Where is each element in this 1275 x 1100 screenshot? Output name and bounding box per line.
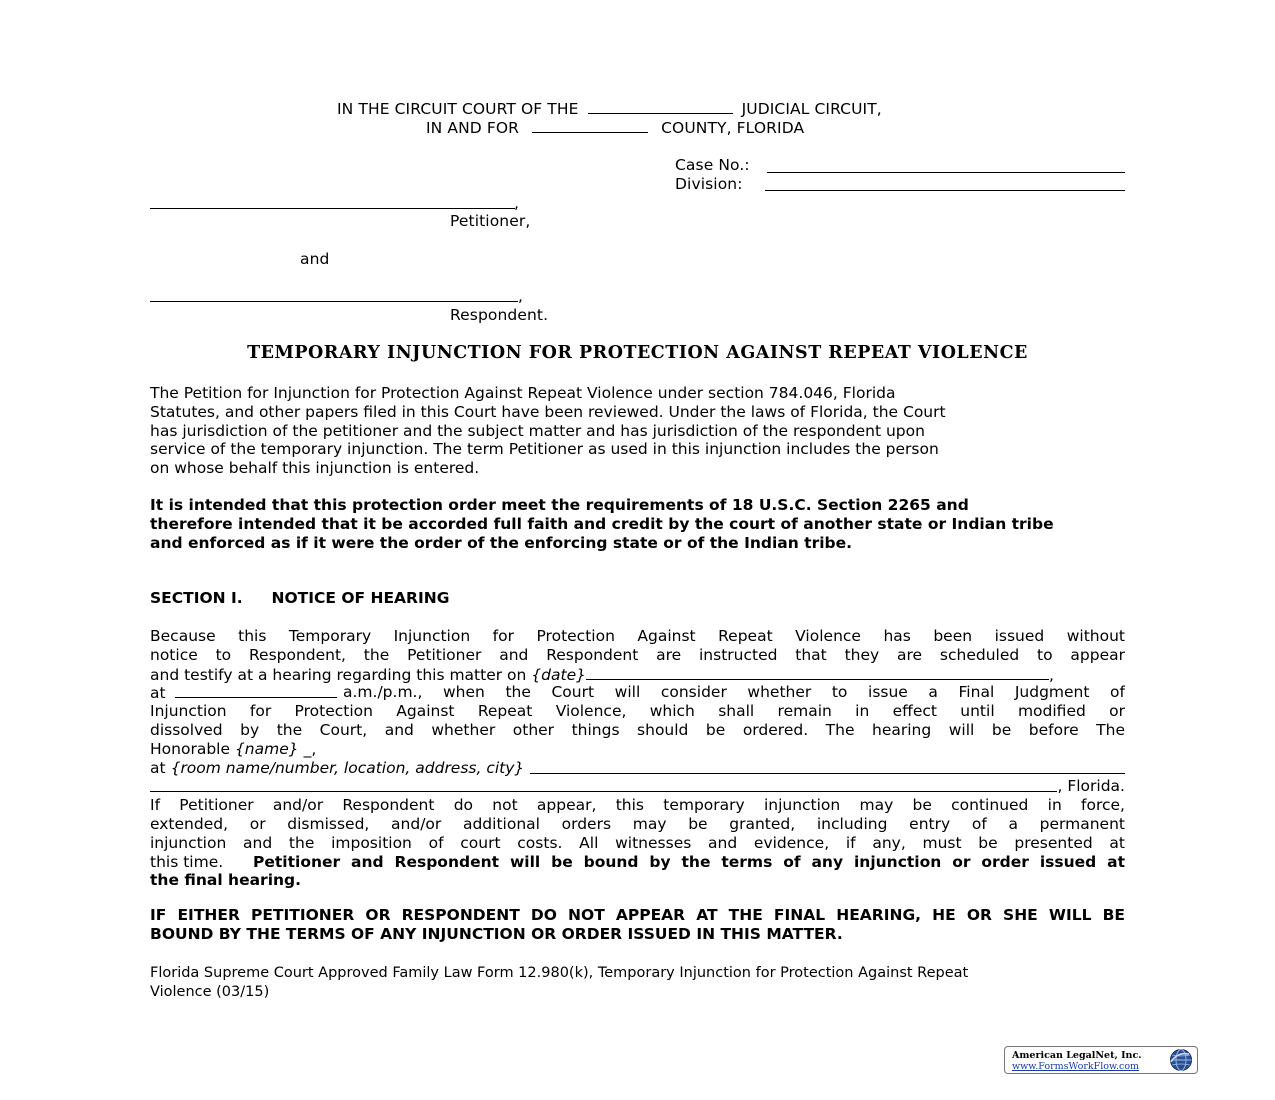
american-legalnet-logo[interactable] [1004,1046,1198,1074]
date-placeholder: {date} [531,665,586,684]
notice-text: this time. [150,852,224,871]
full-faith-statement [150,496,1125,552]
notice-text: a.m./p.m., when the Court will consider whether to issue a Final Judgment of [343,683,1125,702]
at-label: at [150,758,166,777]
case-number-blank[interactable] [767,172,1125,173]
judicial-circuit-blank[interactable] [588,99,733,114]
judicial-circuit-label: JUDICIAL CIRCUIT, [741,100,882,118]
comma: , [1048,665,1054,684]
intro-line: has jurisdiction of the petitioner and the subject matter and has jurisdiction of the respondent upon [150,421,925,440]
logo-url-link[interactable]: www.FormsWorkFlow.com [1012,1061,1140,1072]
globe-icon [1169,1048,1193,1072]
petitioner-comma: , [514,194,520,212]
circuit-court-label: IN THE CIRCUIT COURT OF THE [337,100,579,118]
bound-statement-end: the final hearing. [150,871,302,890]
division-label: Division: [675,175,743,193]
section-number: SECTION I. [150,589,243,607]
form-footer [150,965,1125,1003]
notice-line: dissolved by the Court, and whether other things should be ordered. The hearing will be before The [150,720,1125,739]
notice-line-time [150,683,1125,702]
and-label: and [300,250,330,268]
petitioner-name-blank[interactable] [150,208,515,209]
county-florida-label: COUNTY, FLORIDA [661,119,805,137]
document-title: TEMPORARY INJUNCTION FOR PROTECTION AGAINST REPEAT VIOLENCE [247,343,1028,363]
intro-line: The Petition for Injunction for Protection Against Repeat Violence under section 784.046, Florida [150,384,896,402]
location-placeholder: {room name/number, location, address, city} [170,758,525,777]
section-heading [150,589,449,607]
warning-paragraph [150,906,1125,944]
division-blank[interactable] [765,190,1125,191]
notice-line: Because this Temporary Injunction for Protection Against Repeat Violence has been issued without [150,627,1125,645]
footer-line: Florida Supreme Court Approved Family Law Form 12.980(k), Temporary Injunction for Protection Against Repeat [150,965,969,981]
section-title: NOTICE OF HEARING [271,589,450,607]
notice-line: notice to Respondent, the Petitioner and Respondent are instructed that they are scheduled to appear [150,645,1125,664]
warning-line: IF EITHER PETITIONER OR RESPONDENT DO NOT APPEAR AT THE FINAL HEARING, HE OR SHE WILL BE [150,906,1125,924]
statement-line: therefore intended that it be accorded full faith and credit by the court of another state or Indian tribe [150,514,1054,533]
notice-line-date [150,665,1125,684]
petitioner-label: Petitioner, [450,212,531,230]
intro-line: Statutes, and other papers filed in this Court have been reviewed. Under the laws of Florida, the Court [150,402,946,421]
respondent-label: Respondent. [450,306,549,324]
time-blank[interactable] [175,683,337,698]
in-and-for-label: IN AND FOR [426,119,520,137]
at-label: at [150,684,166,703]
notice-line-location [150,759,1125,778]
footer-line: Violence (03/15) [150,983,270,1000]
honorable-label: Honorable [150,739,230,758]
location-blank-2[interactable] [150,777,1057,792]
notice-line: If Petitioner and/or Respondent do not appear, this temporary injunction may be continued in force, [150,796,1125,815]
court-header-line2 [426,118,804,138]
logo-company-name: American LegalNet, Inc. [1012,1050,1142,1061]
location-blank[interactable] [530,759,1125,774]
bound-statement: Petitioner and Respondent will be bound by the terms of any injunction or order issued at [253,852,1125,871]
notice-line: Injunction for Protection Against Repeat Violence, which shall remain in effect until modified or [150,702,1125,721]
notice-paragraph [150,627,1125,890]
notice-line-judge [150,740,1125,759]
judge-name-placeholder[interactable]: {name} [234,739,299,758]
name-blank: _, [303,739,317,758]
intro-line: on whose behalf this injunction is entered. [150,459,480,478]
florida-label: , Florida. [1057,777,1125,796]
notice-line-florida [150,777,1125,796]
notice-text: and testify at a hearing regarding this matter on [150,665,527,684]
date-blank[interactable] [586,665,1049,680]
respondent-name-blank[interactable] [150,301,518,302]
statement-line: and enforced as if it were the order of the enforcing state or of the Indian tribe. [150,533,853,552]
intro-paragraph [150,384,1125,478]
notice-line: extended, or dismissed, and/or additional orders may be granted, including entry of a permanent [150,814,1125,833]
respondent-comma: , [518,287,524,305]
warning-line: BOUND BY THE TERMS OF ANY INJUNCTION OR ORDER ISSUED IN THIS MATTER. [150,924,843,943]
court-header-line1 [337,99,882,119]
county-blank[interactable] [532,118,648,133]
case-number-label: Case No.: [675,156,750,174]
intro-line: service of the temporary injunction. The term Petitioner as used in this injunction includes the person [150,440,939,459]
notice-line-bound [150,853,1125,872]
notice-line: injunction and the imposition of court costs. All witnesses and evidence, if any, must be presented at [150,833,1125,852]
statement-line: It is intended that this protection order meet the requirements of 18 U.S.C. Section 2265 and [150,496,969,514]
